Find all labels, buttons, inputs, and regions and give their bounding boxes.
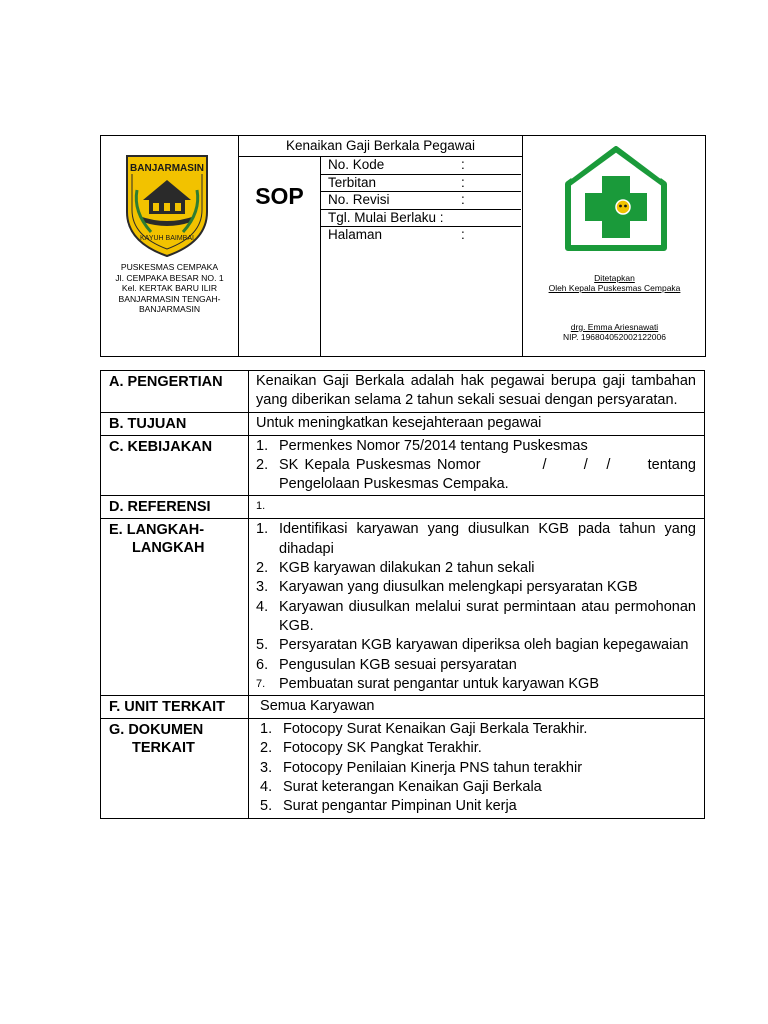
meta-label: Tgl. Mulai Berlaku : [328,209,444,225]
list-item: 7. Pembuatan surat pengantar untuk karyawan KGB [256,675,599,692]
list-item: 2. Fotocopy SK Pangkat Terakhir. [260,740,482,757]
organization-address [101,262,238,315]
sop-label: SOP [255,183,304,209]
content-kebijakan [249,436,704,496]
row-tujuan [101,413,704,436]
meta-colon: : [461,227,465,242]
banjarmasin-emblem-logo [121,150,213,260]
meta-row-revisi [321,192,521,210]
list-item: 5. Persyaratan KGB karyawan diperiksa oleh bagian kepegawaian [256,637,689,654]
list-item: 4. Surat keterangan Kenaikan Gaji Berkala [260,779,542,796]
sop-header-table [100,135,706,357]
content-dokumen-terkait [249,719,704,817]
label-dokumen-line1: G. DOKUMEN [109,722,204,739]
list-item: 2. SK Kepala Puskesmas Nomor / / / tentang Pengelolaan Puskesmas Cempaka. [256,456,701,493]
meta-label: No. Revisi [328,192,390,207]
row-langkah [101,519,704,696]
label-referensi: D. REFERENSI [101,496,249,518]
meta-label: Halaman [328,227,383,242]
sop-content-table [100,370,705,819]
signer-nip: NIP. 196804052002122006 [563,332,666,342]
meta-colon: : [461,157,465,172]
org-line: BANJARMASIN [138,304,201,314]
signer-block [523,322,706,342]
org-line: BANJARMASIN TENGAH- [118,293,221,304]
meta-colon: : [461,192,465,207]
meta-row-terbitan [321,175,521,193]
org-line: Kel. KERTAK BARU ILIR [121,283,218,293]
label-kebijakan: C. KEBIJAKAN [101,436,249,496]
row-pengertian [101,371,704,413]
list-item: 6. Pengusulan KGB sesuai persyaratan [256,656,517,673]
sop-cell [239,157,321,356]
header-middle-cell [239,136,523,356]
logo-bottom-text: KAYUH BAIMBAI [140,235,194,242]
ditetapkan-label: Ditetapkan [594,273,635,283]
list-item: 5. Surat pengantar Pimpinan Unit kerja [260,798,517,815]
meta-label: Terbitan [328,174,377,190]
list-item: 1. Permenkes Nomor 75/2014 tentang Puskesmas [256,437,588,454]
list-item: 3. Karyawan yang diusulkan melengkapi persyaratan KGB [256,579,638,596]
list-item: 1. Identifikasi karyawan yang diusulkan KGB pada tahun yang dihadapi [256,521,696,557]
meta-row-tgl-berlaku [321,210,521,228]
row-referensi [101,496,704,519]
label-dokumen-line2: TERKAIT [132,740,195,757]
meta-label: No. Kode [328,157,385,172]
meta-row-kode [321,157,521,175]
row-kebijakan [101,436,704,497]
content-pengertian: Kenaikan Gaji Berkala adalah hak pegawai berupa gaji tambahan yang diberikan selama 2 tahun sekali sesuai dengan persyaratan. [256,373,696,409]
header-left-cell [101,136,239,356]
label-dokumen-terkait [101,719,249,817]
list-item: 3. Fotocopy Penilaian Kinerja PNS tahun terakhir [260,759,583,776]
logo-top-text: BANJARMASIN [130,163,204,174]
row-unit-terkait [101,696,704,719]
label-langkah [101,519,249,695]
document-meta [321,157,521,245]
label-langkah-line1: E. LANGKAH- [109,522,205,539]
label-unit-terkait: F. UNIT TERKAIT [101,696,249,718]
document-title: Kenaikan Gaji Berkala Pegawai [239,136,522,157]
org-line: Jl. CEMPAKA BESAR NO. 1 [115,272,224,283]
signer-name: drg. Emma Ariesnawati [570,322,659,332]
content-referensi [249,496,704,518]
list-item: 4. Karyawan diusulkan melalui surat permintaan atau permohonan KGB. [256,598,696,634]
puskesmas-logo [561,146,671,256]
list-item: 1. Fotocopy Surat Kenaikan Gaji Berkala Terakhir. [260,721,588,738]
org-line: PUSKESMAS CEMPAKA [120,262,219,272]
list-item: 2. KGB karyawan dilakukan 2 tahun sekali [256,560,535,577]
label-tujuan: B. TUJUAN [101,413,249,435]
list-item: 1. [256,500,266,513]
approver-title: Oleh Kepala Puskesmas Cempaka [548,283,681,293]
label-pengertian: A. PENGERTIAN [101,371,249,412]
content-unit-terkait: Semua Karyawan [256,698,375,715]
label-langkah-line2: LANGKAH [132,540,205,557]
content-langkah [249,519,704,695]
header-right-cell [523,136,706,356]
content-tujuan: Untuk meningkatkan kesejahteraan pegawai [256,414,542,431]
approval-block [523,273,706,293]
meta-row-halaman [321,227,521,245]
row-dokumen-terkait [101,719,704,817]
meta-colon: : [461,174,465,190]
